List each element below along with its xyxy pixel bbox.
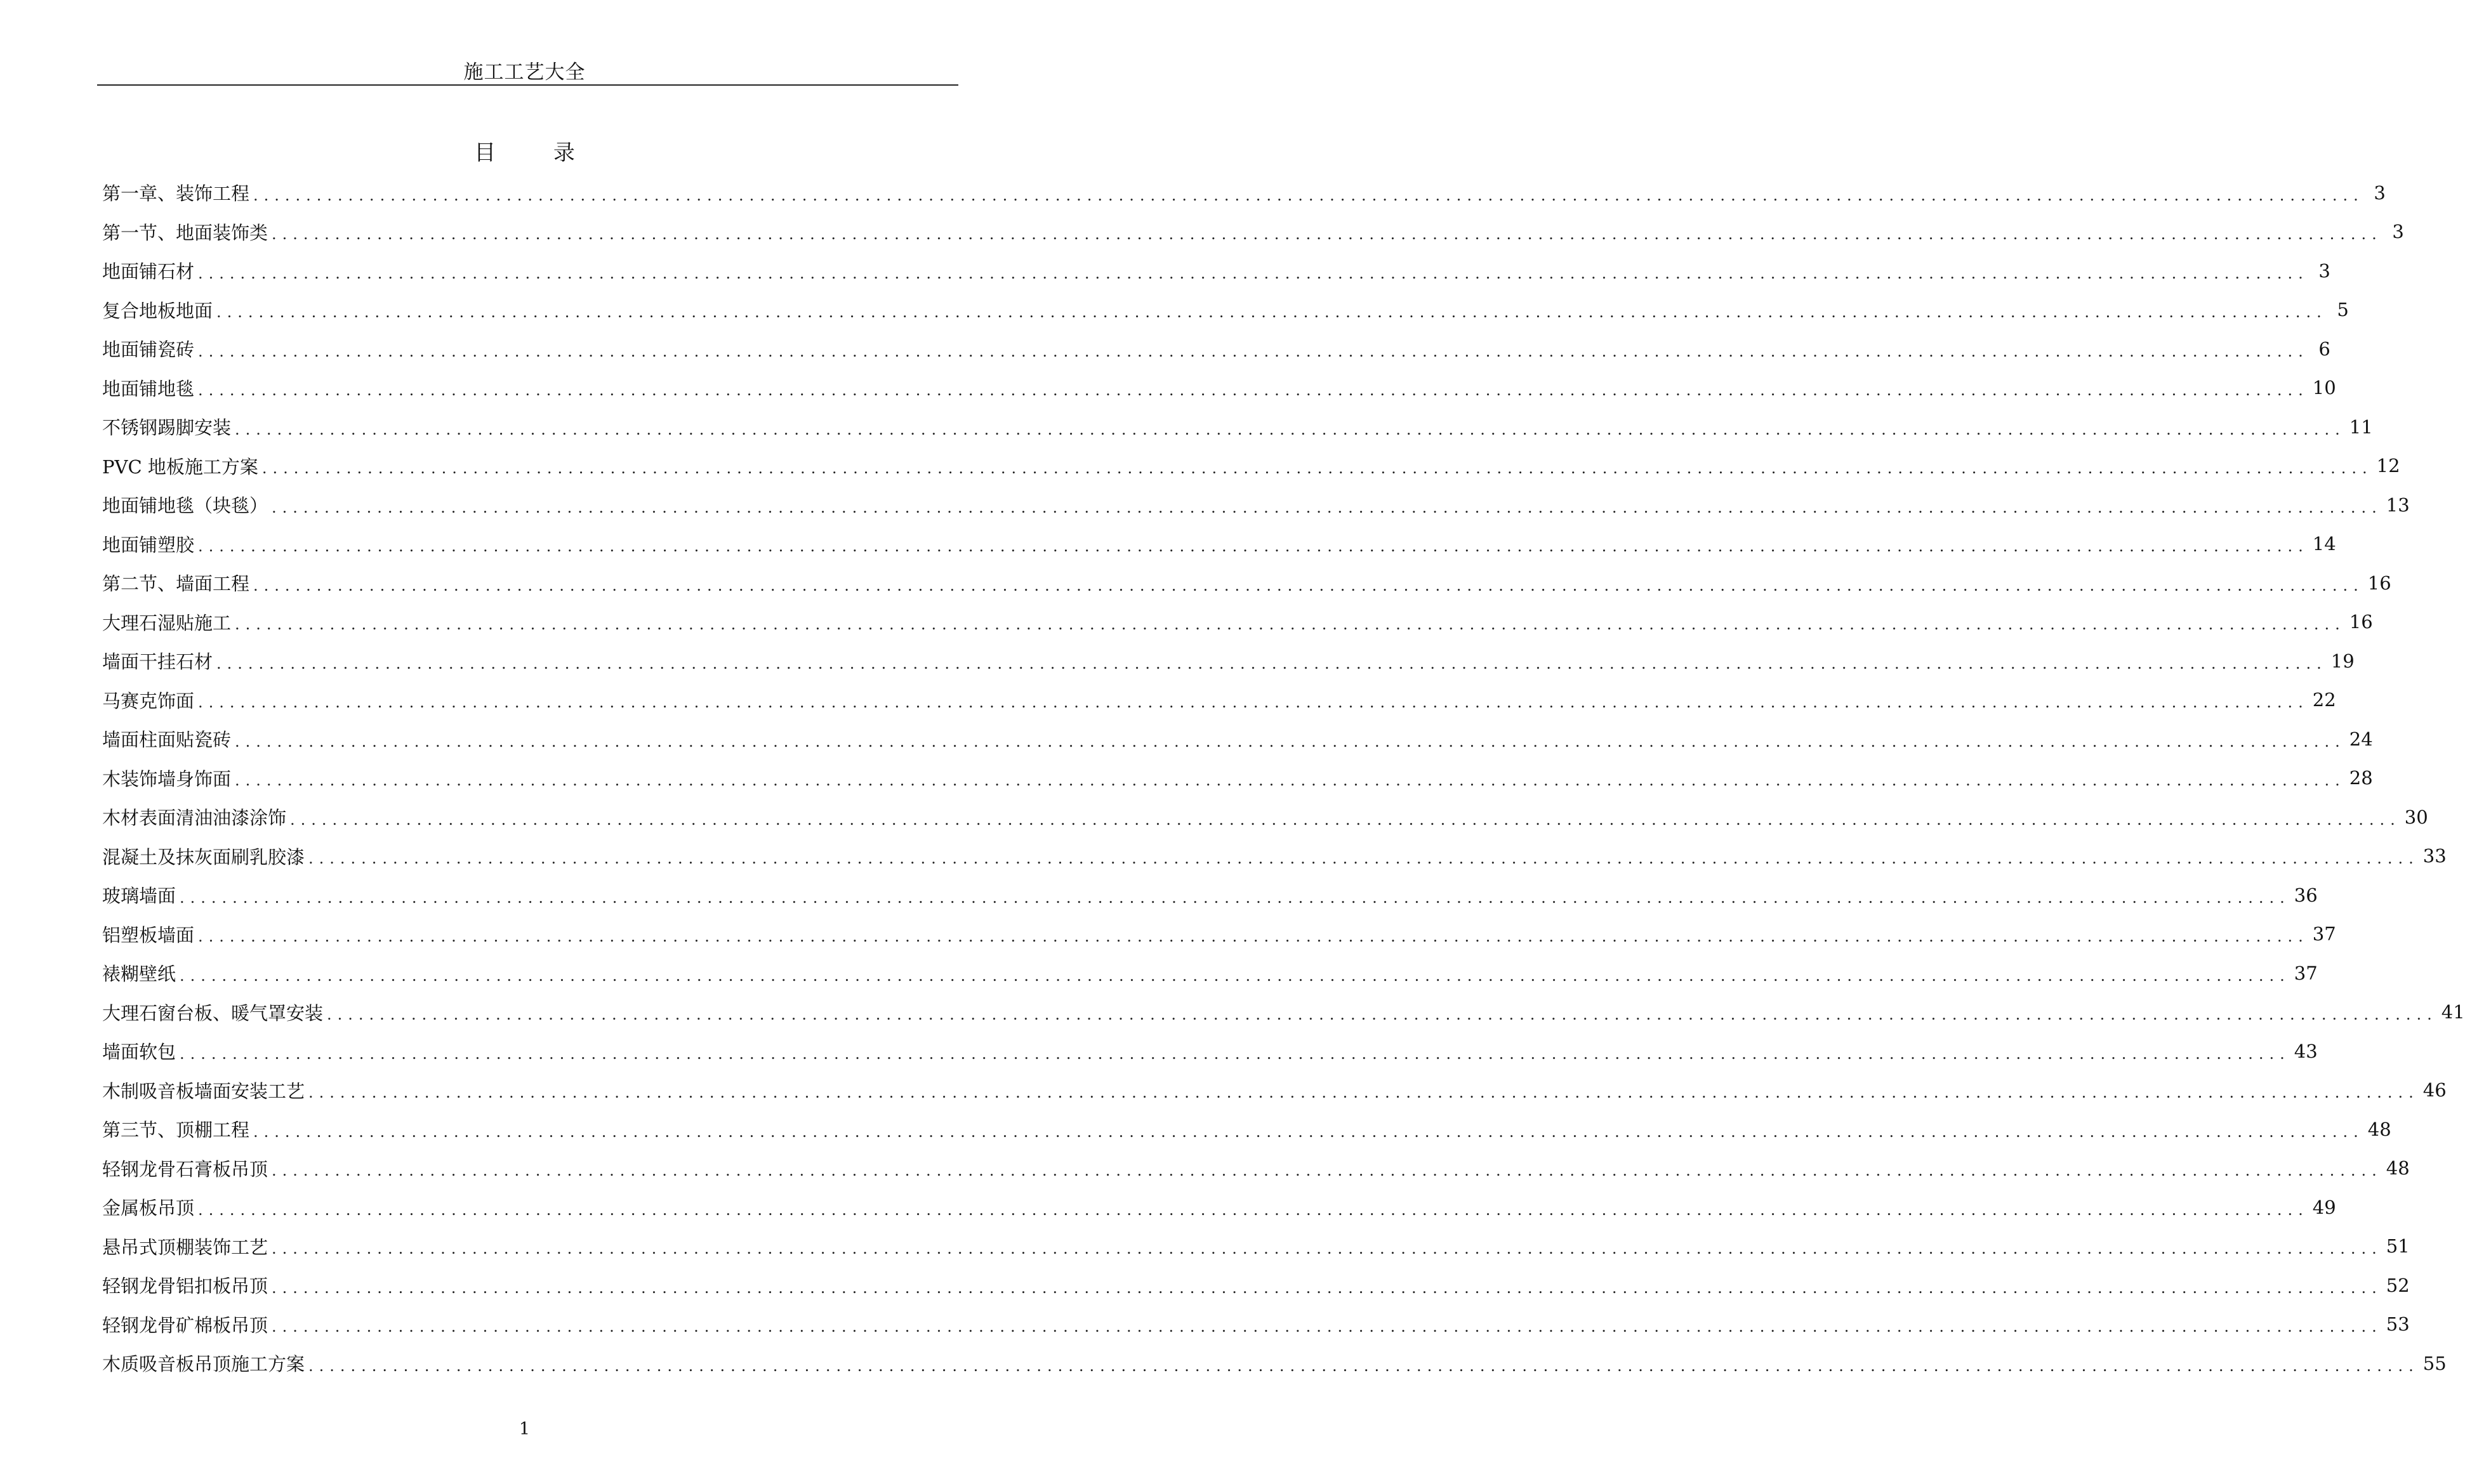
toc-entry[interactable] bbox=[102, 291, 2349, 330]
toc-dot-leader: ........................................................................................................................................................................................................ bbox=[198, 537, 2309, 556]
toc-entry-label: 玻璃墙面 bbox=[102, 885, 176, 907]
toc-entry-page: 41 bbox=[2441, 1001, 2465, 1023]
toc-entry-page: 28 bbox=[2349, 767, 2373, 789]
toc-entry-label: 第三节、顶棚工程 bbox=[102, 1119, 250, 1141]
toc-entry[interactable] bbox=[102, 1188, 2336, 1227]
toc-dot-leader: ........................................................................................................................................................................................................ bbox=[235, 615, 2346, 634]
header-divider bbox=[97, 84, 958, 86]
toc-entry[interactable] bbox=[102, 954, 2318, 993]
toc-entry-page: 33 bbox=[2422, 845, 2447, 867]
toc-entry-label: 木质吸音板吊顶施工方案 bbox=[102, 1353, 305, 1376]
toc-entry[interactable] bbox=[102, 1032, 2318, 1071]
toc-dot-leader: ........................................................................................................................................................................................................ bbox=[198, 1200, 2309, 1219]
toc-dot-leader: ........................................................................................................................................................................................................ bbox=[272, 1162, 2382, 1180]
toc-entry-page: 22 bbox=[2312, 689, 2336, 711]
toc-dot-leader: ........................................................................................................................................................................................................ bbox=[180, 966, 2290, 985]
toc-entry-label: 木制吸音板墙面安装工艺 bbox=[102, 1080, 305, 1102]
toc-dot-leader: ........................................................................................................................................................................................................ bbox=[308, 1084, 2419, 1102]
toc-entry[interactable] bbox=[102, 525, 2336, 564]
toc-entry-page: 5 bbox=[2337, 299, 2349, 321]
toc-entry-label: 复合地板地面 bbox=[102, 299, 213, 322]
toc-dot-leader: ........................................................................................................................................................................................................ bbox=[198, 381, 2309, 400]
toc-dot-leader: ........................................................................................................................................................................................................ bbox=[308, 850, 2419, 868]
toc-entry-label: 铝塑板墙面 bbox=[102, 924, 195, 946]
toc-dot-leader: ........................................................................................................................................................................................................ bbox=[290, 810, 2401, 829]
toc-dot-leader: ........................................................................................................................................................................................................ bbox=[235, 772, 2346, 790]
toc-entry-page: 37 bbox=[2312, 923, 2336, 945]
toc-dot-leader: ........................................................................................................................................................................................................ bbox=[198, 264, 2309, 282]
toc-entry-label: 地面铺地毯（块毯） bbox=[102, 495, 268, 517]
toc-entry[interactable] bbox=[102, 915, 2336, 954]
toc-entry[interactable] bbox=[102, 1071, 2447, 1110]
toc-title-char: 目 bbox=[474, 140, 496, 166]
table-of-contents bbox=[102, 173, 2465, 1383]
toc-entry-page: 24 bbox=[2349, 728, 2373, 750]
toc-entry[interactable] bbox=[102, 563, 2391, 603]
toc-entry-page: 13 bbox=[2386, 494, 2410, 516]
toc-entry[interactable] bbox=[102, 447, 2400, 486]
toc-entry[interactable] bbox=[102, 1344, 2447, 1383]
toc-entry[interactable] bbox=[102, 681, 2336, 720]
toc-dot-leader: ........................................................................................................................................................................................................ bbox=[235, 732, 2346, 751]
toc-entry-page: 10 bbox=[2312, 377, 2336, 399]
toc-entry[interactable] bbox=[102, 213, 2404, 252]
toc-dot-leader: ........................................................................................................................................................................................................ bbox=[198, 342, 2309, 360]
toc-entry-label: 大理石湿贴施工 bbox=[102, 612, 232, 634]
toc-dot-leader: ........................................................................................................................................................................................................ bbox=[308, 1356, 2419, 1375]
toc-entry[interactable] bbox=[102, 641, 2355, 681]
toc-entry-label: 地面铺瓷砖 bbox=[102, 339, 195, 361]
toc-dot-leader: ........................................................................................................................................................................................................ bbox=[272, 498, 2382, 516]
toc-title bbox=[0, 135, 1049, 166]
toc-entry-label: 墙面柱面贴瓷砖 bbox=[102, 729, 232, 751]
toc-dot-leader: ........................................................................................................................................................................................................ bbox=[253, 1122, 2364, 1141]
toc-entry[interactable] bbox=[102, 798, 2428, 837]
toc-entry[interactable] bbox=[102, 719, 2373, 759]
toc-entry-page: 19 bbox=[2330, 650, 2355, 672]
toc-entry-page: 48 bbox=[2367, 1118, 2391, 1140]
toc-entry-page: 11 bbox=[2349, 416, 2373, 438]
toc-entry[interactable] bbox=[102, 251, 2330, 291]
toc-entry-page: 51 bbox=[2386, 1235, 2410, 1257]
toc-dot-leader: ........................................................................................................................................................................................................ bbox=[216, 303, 2327, 322]
toc-entry-page: 6 bbox=[2318, 338, 2330, 360]
toc-entry-page: 3 bbox=[2374, 181, 2386, 204]
toc-entry[interactable] bbox=[102, 876, 2318, 915]
toc-entry[interactable] bbox=[102, 1266, 2410, 1305]
toc-entry-label: 不锈钢踢脚安装 bbox=[102, 417, 232, 439]
toc-entry-page: 43 bbox=[2294, 1040, 2318, 1062]
toc-entry-page: 52 bbox=[2386, 1274, 2410, 1296]
toc-entry-page: 48 bbox=[2386, 1157, 2410, 1179]
toc-entry[interactable] bbox=[102, 603, 2373, 642]
toc-entry-page: 49 bbox=[2312, 1196, 2336, 1218]
toc-entry-label: 第二节、墙面工程 bbox=[102, 573, 250, 595]
toc-entry[interactable] bbox=[102, 407, 2373, 447]
toc-entry-label: 悬吊式顶棚装饰工艺 bbox=[102, 1236, 268, 1258]
toc-dot-leader: ........................................................................................................................................................................................................ bbox=[272, 1318, 2382, 1336]
toc-dot-leader: ........................................................................................................................................................................................................ bbox=[198, 928, 2309, 946]
toc-dot-leader: ........................................................................................................................................................................................................ bbox=[253, 186, 2364, 204]
toc-entry-label: 木装饰墙身饰面 bbox=[102, 768, 232, 790]
toc-entry-page: 3 bbox=[2392, 221, 2404, 243]
toc-entry[interactable] bbox=[102, 329, 2330, 369]
toc-entry-label: 地面铺石材 bbox=[102, 261, 195, 283]
toc-entry[interactable] bbox=[102, 1227, 2410, 1266]
toc-entry[interactable] bbox=[102, 993, 2465, 1032]
toc-entry-page: 37 bbox=[2294, 962, 2318, 984]
toc-entry[interactable] bbox=[102, 173, 2386, 213]
toc-entry-label: 轻钢龙骨矿棉板吊顶 bbox=[102, 1314, 268, 1336]
toc-entry-page: 30 bbox=[2404, 806, 2428, 828]
toc-entry[interactable] bbox=[102, 1149, 2410, 1188]
toc-entry[interactable] bbox=[102, 369, 2336, 408]
toc-dot-leader: ........................................................................................................................................................................................................ bbox=[180, 888, 2290, 907]
toc-dot-leader: ........................................................................................................................................................................................................ bbox=[261, 459, 2373, 478]
toc-dot-leader: ........................................................................................................................................................................................................ bbox=[235, 420, 2346, 438]
toc-entry-label: 第一章、装饰工程 bbox=[102, 183, 250, 205]
toc-dot-leader: ........................................................................................................................................................................................................ bbox=[272, 225, 2382, 244]
toc-entry-page: 16 bbox=[2367, 572, 2391, 594]
toc-dot-leader: ........................................................................................................................................................................................................ bbox=[198, 693, 2309, 712]
page-number: 1 bbox=[519, 1419, 531, 1439]
toc-dot-leader: ........................................................................................................................................................................................................ bbox=[272, 1278, 2382, 1297]
toc-entry-label: 混凝土及抹灰面刷乳胶漆 bbox=[102, 846, 305, 868]
toc-entry-page: 55 bbox=[2422, 1352, 2447, 1374]
toc-entry-label: 墙面软包 bbox=[102, 1041, 176, 1063]
toc-dot-leader: ........................................................................................................................................................................................................ bbox=[180, 1044, 2290, 1063]
toc-dot-leader: ........................................................................................................................................................................................................ bbox=[253, 576, 2364, 594]
toc-entry-page: 14 bbox=[2312, 533, 2336, 555]
toc-entry-label: 轻钢龙骨石膏板吊顶 bbox=[102, 1158, 268, 1180]
toc-title-char: 录 bbox=[553, 140, 575, 166]
page-header-title: 施工工艺大全 bbox=[463, 61, 586, 84]
toc-entry-page: 16 bbox=[2349, 611, 2373, 633]
toc-entry-label: 马赛克饰面 bbox=[102, 690, 195, 712]
toc-entry-page: 36 bbox=[2294, 884, 2318, 906]
toc-entry-page: 12 bbox=[2376, 455, 2400, 477]
toc-entry[interactable] bbox=[102, 485, 2410, 525]
toc-dot-leader: ........................................................................................................................................................................................................ bbox=[272, 1240, 2382, 1258]
toc-dot-leader: ........................................................................................................................................................................................................ bbox=[327, 1006, 2438, 1024]
toc-entry-label: 地面铺塑胶 bbox=[102, 534, 195, 556]
toc-entry-page: 53 bbox=[2386, 1313, 2410, 1336]
toc-entry-page: 3 bbox=[2318, 259, 2330, 282]
toc-entry-label: 地面铺地毯 bbox=[102, 378, 195, 400]
toc-entry[interactable] bbox=[102, 1305, 2410, 1344]
toc-entry[interactable] bbox=[102, 1110, 2391, 1149]
toc-entry-label: 轻钢龙骨铝扣板吊顶 bbox=[102, 1275, 268, 1297]
toc-entry-page: 46 bbox=[2422, 1079, 2447, 1101]
toc-entry-label: 裱糊壁纸 bbox=[102, 963, 176, 985]
toc-entry-label: 木材表面清油油漆涂饰 bbox=[102, 807, 287, 829]
toc-entry-label: PVC 地板施工方案 bbox=[102, 456, 258, 478]
toc-entry-label: 第一节、地面装饰类 bbox=[102, 221, 268, 244]
toc-entry-label: 金属板吊顶 bbox=[102, 1197, 195, 1219]
toc-entry-label: 墙面干挂石材 bbox=[102, 651, 213, 673]
toc-entry[interactable] bbox=[102, 837, 2447, 876]
toc-dot-leader: ........................................................................................................................................................................................................ bbox=[216, 654, 2327, 673]
toc-entry[interactable] bbox=[102, 759, 2373, 798]
toc-entry-label: 大理石窗台板、暖气罩安装 bbox=[102, 1002, 324, 1024]
